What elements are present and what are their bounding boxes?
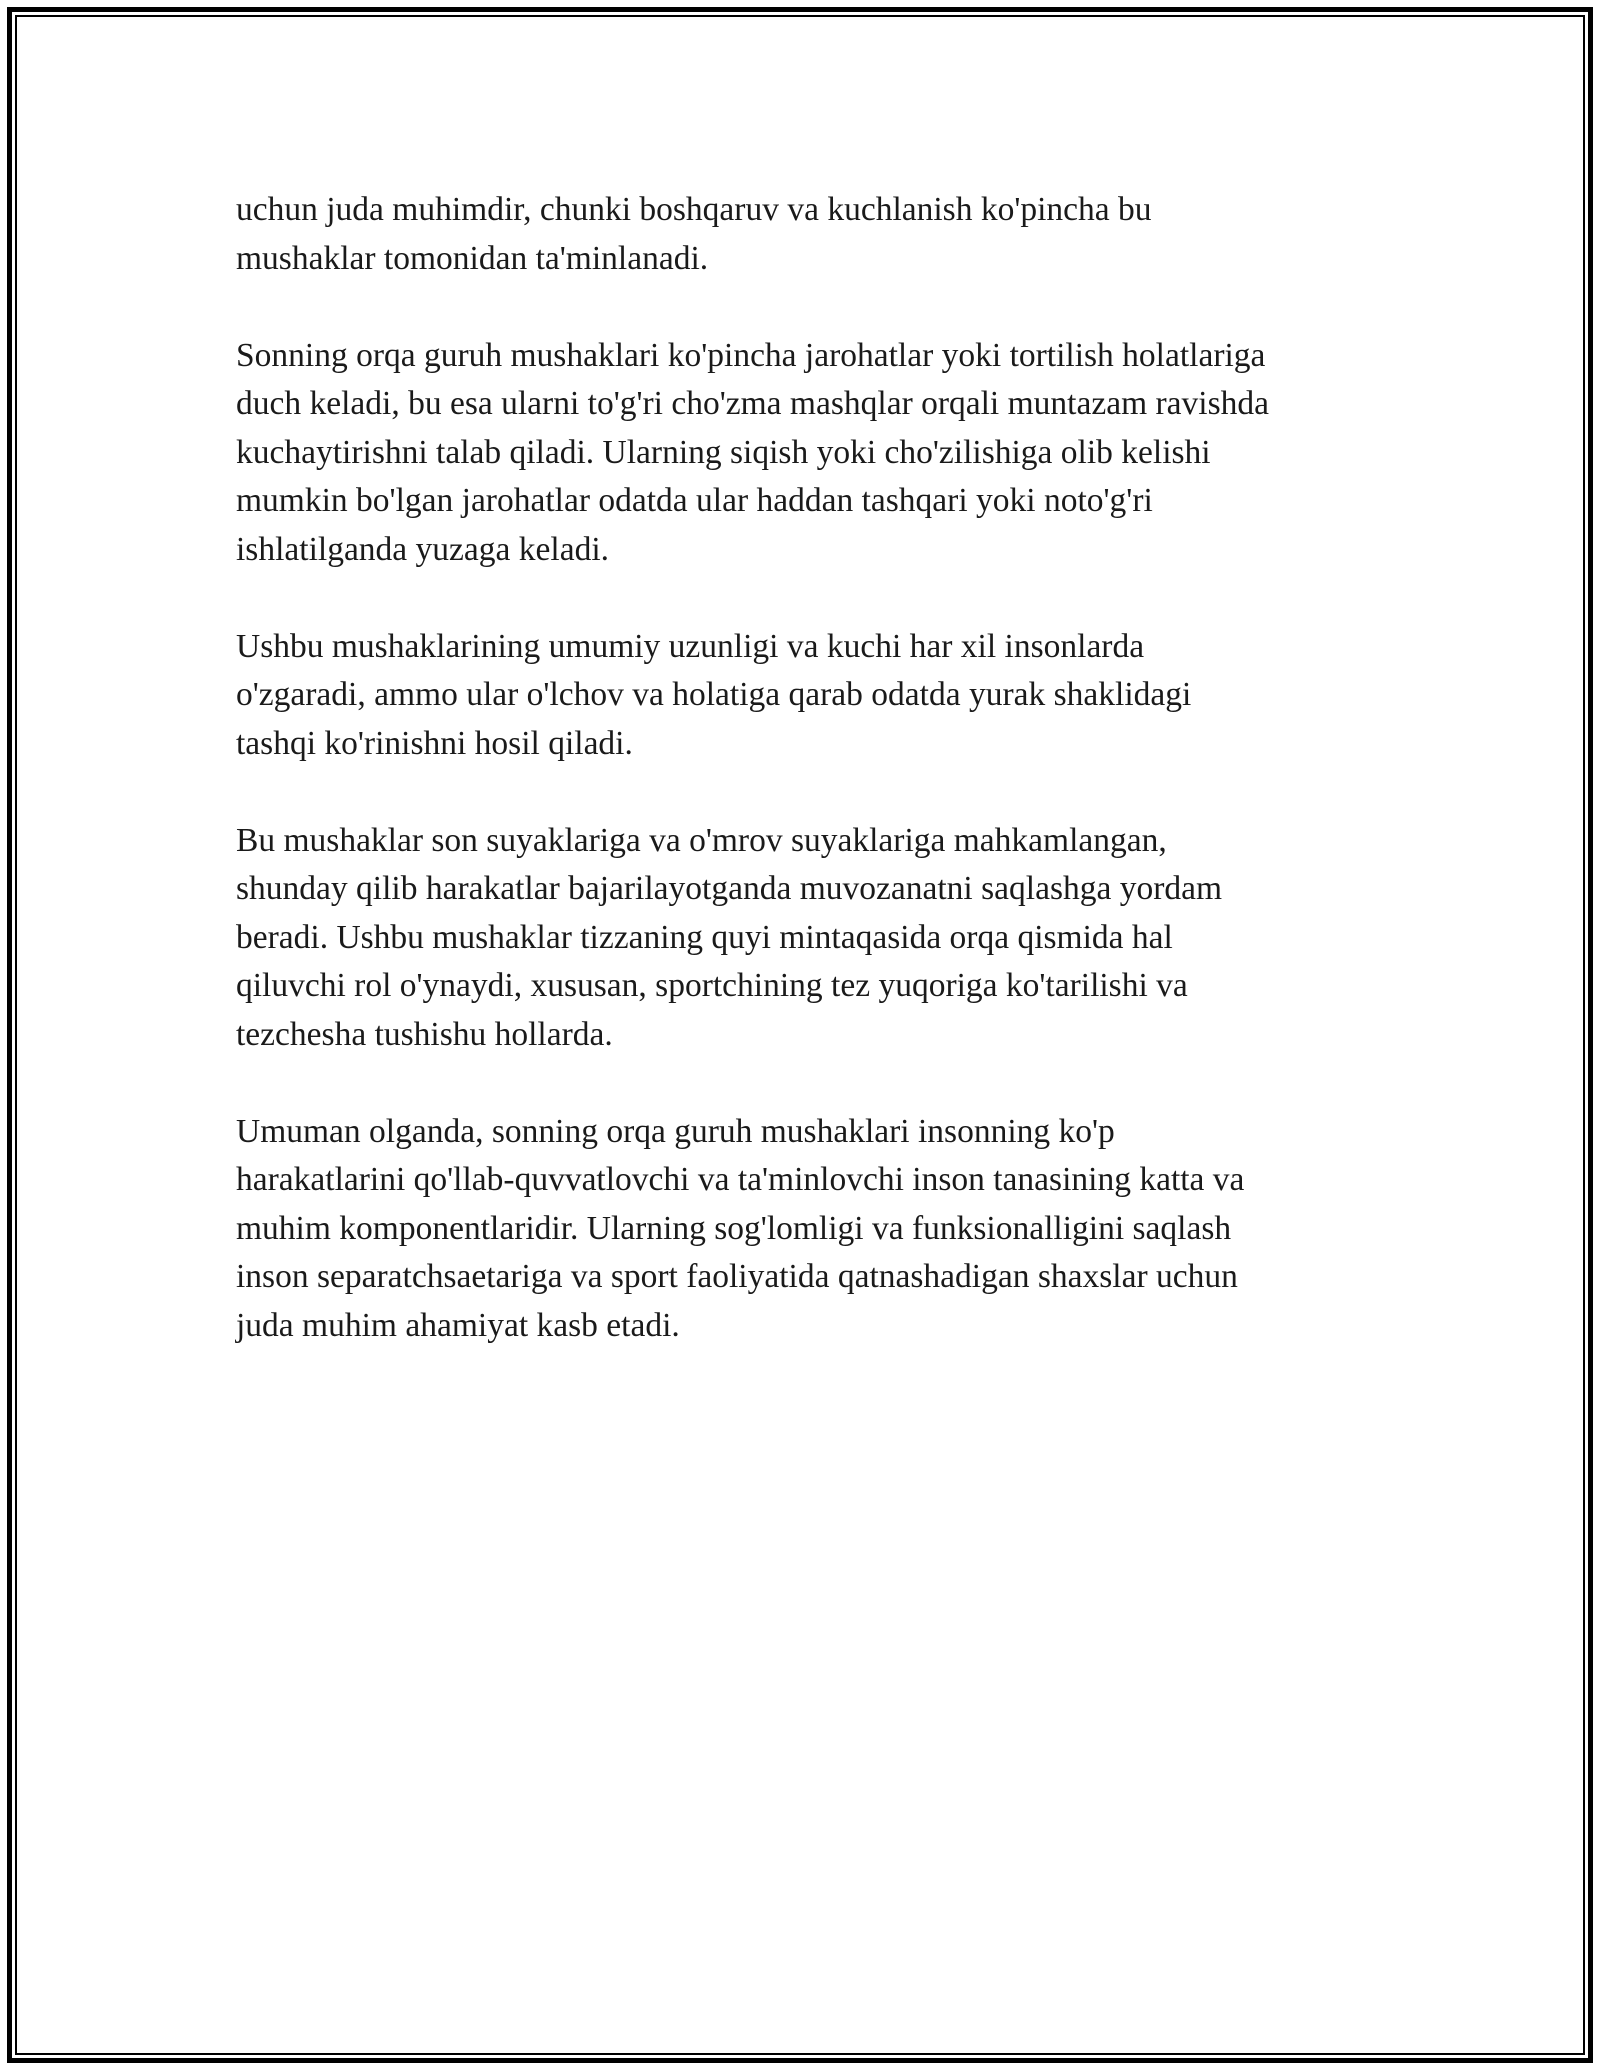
paragraph-2: Sonning orqa guruh mushaklari ko'pincha jarohatlar yoki tortilish holatlariga duch keladi, bu esa ularni to'g'ri cho'zma mashqlar orqali muntazam ravishda kuchaytirishni talab qiladi. Ularning siqish yoki cho'zilishiga olib kelishi mumkin bo'lgan jarohatlar odatda ular haddan tashqari yoki noto'g'ri ishlatilganda yuzaga keladi. [236, 336, 1270, 568]
paragraph-4: Bu mushaklar son suyaklariga va o'mrov suyaklariga mahkamlangan, shunday qilib harakatlar bajarilayotganda muvozanatni saqlashga yordam beradi. Ushbu mushaklar tizzaning quyi mintaqasida orqa qismida hal qiluvchi rol o'ynaydi, xususan, sportchining tez yuqoriga ko'tarilishi va tezchesha tushishu hollarda. [236, 821, 1223, 1053]
document-body [236, 186, 1386, 1399]
paragraph-1: uchun juda muhimdir, chunki boshqaruv va kuchlanish ko'pincha bu mushaklar tomonidan ta'minlanadi. [236, 191, 1152, 277]
paragraph-3: Ushbu mushaklarining umumiy uzunligi va kuchi har xil insonlarda o'zgaradi, ammo ular o'lchov va holatiga qarab odatda yurak shaklidagi tashqi ko'rinishni hosil qiladi. [236, 627, 1192, 762]
paragraph-5: Umuman olganda, sonning orqa guruh mushaklari insonning ko'p harakatlarini qo'llab-quvvatlovchi va ta'minlovchi inson tanasining katta va muhim komponentlaridir. Ularning sog'lomligi va funksionalligini saqlash inson separatchsaetariga va sport faoliyatida qatnashadigan shaxslar uchun juda muhim ahamiyat kasb etadi. [236, 1112, 1245, 1344]
